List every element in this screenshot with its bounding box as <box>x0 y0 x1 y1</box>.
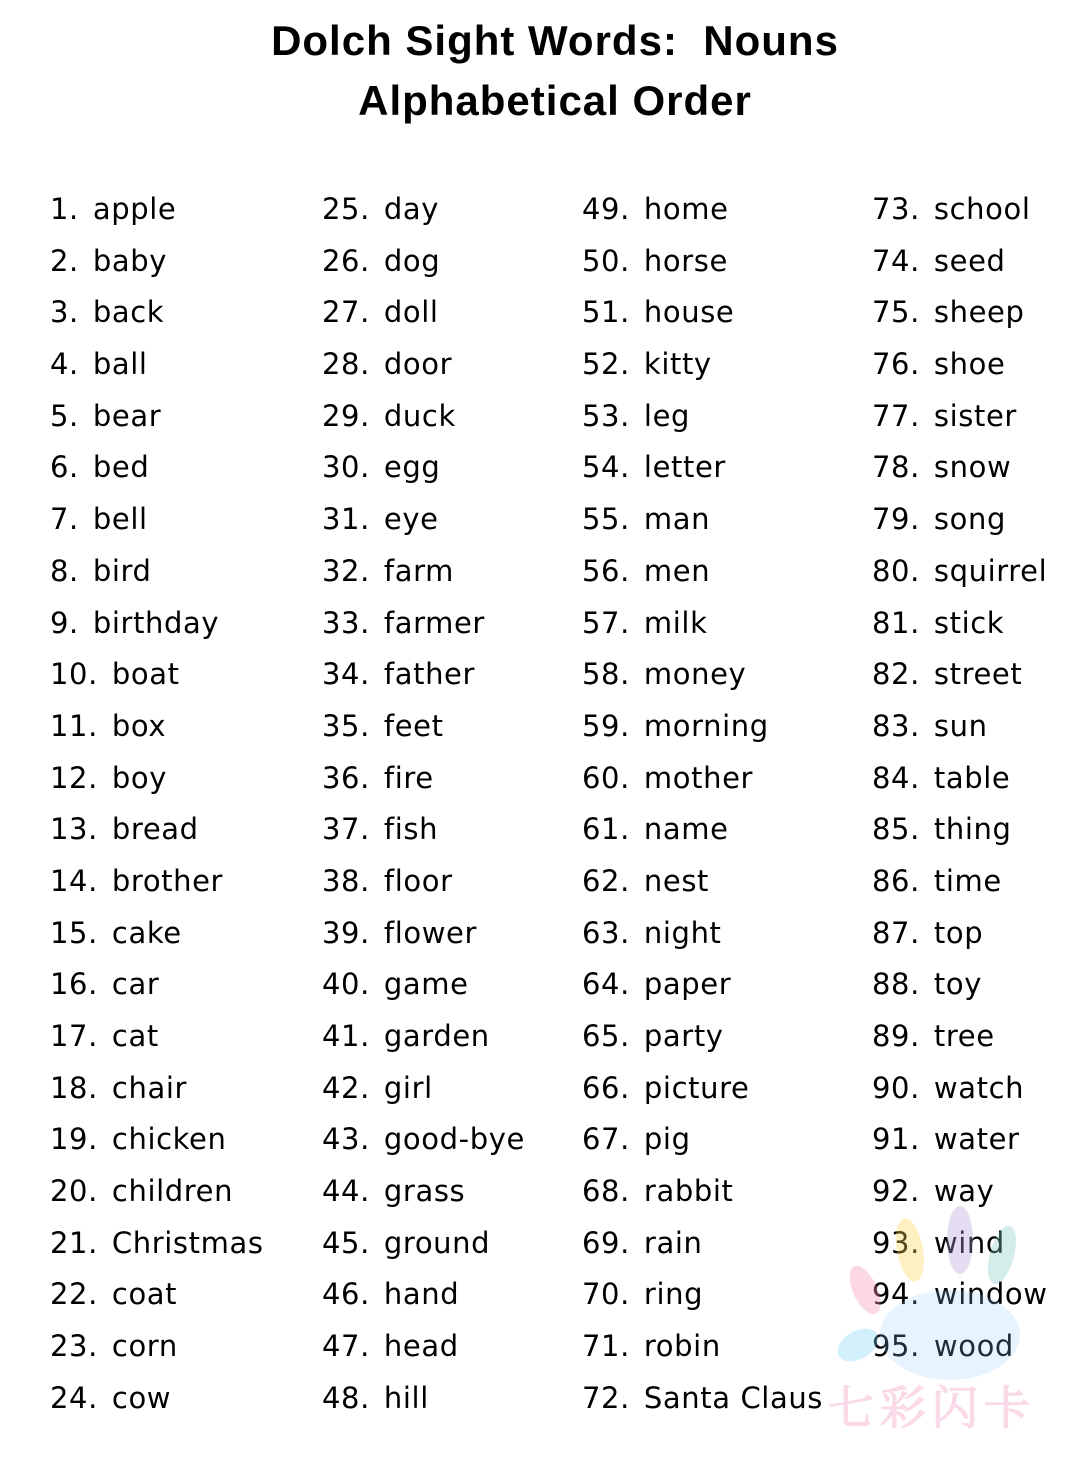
item-number: 51. <box>582 295 630 330</box>
item-word: party <box>643 1019 724 1053</box>
item-number: 73. <box>872 192 920 226</box>
word-list-item <box>322 602 525 654</box>
word-list-item <box>582 705 823 757</box>
item-word: doll <box>383 295 439 330</box>
item-number: 81. <box>872 605 920 640</box>
item-number: 70. <box>582 1277 630 1312</box>
item-word: water <box>933 1122 1020 1157</box>
item-number: 3. <box>50 295 79 330</box>
word-list-item <box>872 653 1048 705</box>
item-word: kitty <box>643 347 712 382</box>
word-list-item <box>872 705 1048 757</box>
word-list-item <box>582 653 823 705</box>
item-word: door <box>383 347 453 382</box>
word-list-item <box>582 550 823 602</box>
item-number: 68. <box>582 1174 630 1209</box>
word-list-item <box>582 860 823 912</box>
word-list-item <box>50 291 264 343</box>
item-number: 61. <box>582 812 630 847</box>
item-word: Christmas <box>111 1225 264 1260</box>
item-number: 83. <box>872 708 920 743</box>
item-word: coat <box>111 1277 178 1312</box>
word-list-item <box>50 1222 264 1274</box>
word-list-item <box>582 1222 823 1274</box>
item-number: 42. <box>322 1070 370 1105</box>
word-list-item <box>322 860 525 912</box>
item-number: 78. <box>872 450 920 485</box>
item-word: chair <box>111 1070 187 1105</box>
item-word: bear <box>92 398 162 433</box>
item-word: farm <box>383 553 454 588</box>
item-word: seed <box>933 243 1006 278</box>
word-list-item <box>322 550 525 602</box>
item-number: 66. <box>582 1070 630 1105</box>
word-list-item <box>322 498 525 550</box>
item-word: brother <box>111 863 224 898</box>
item-word: bread <box>111 812 199 847</box>
item-number: 29. <box>322 398 370 433</box>
word-column-3 <box>582 188 823 1429</box>
word-list-item <box>50 498 264 550</box>
item-number: 41. <box>322 1019 370 1053</box>
item-word: car <box>111 967 160 1002</box>
word-list-item <box>322 291 525 343</box>
item-word: boy <box>111 760 168 795</box>
item-word: floor <box>383 863 453 898</box>
item-word: ball <box>92 347 148 382</box>
word-list-item <box>322 446 525 498</box>
item-number: 54. <box>582 450 630 485</box>
item-number: 67. <box>582 1122 630 1157</box>
item-number: 63. <box>582 915 630 950</box>
item-number: 55. <box>582 502 630 537</box>
item-number: 44. <box>322 1174 370 1209</box>
item-word: snow <box>933 450 1012 485</box>
word-list-item <box>322 1325 525 1377</box>
item-number: 40. <box>322 967 370 1002</box>
item-word: cake <box>111 915 182 950</box>
word-list-item <box>872 498 1048 550</box>
item-word: farmer <box>383 605 485 640</box>
item-word: morning <box>643 708 769 743</box>
item-word: men <box>643 553 711 588</box>
item-word: table <box>933 760 1011 795</box>
item-word: home <box>643 192 729 226</box>
word-list-item <box>582 963 823 1015</box>
word-list-item <box>582 1377 823 1429</box>
item-number: 17. <box>50 1019 98 1053</box>
item-word: wind <box>933 1225 1005 1260</box>
item-number: 64. <box>582 967 630 1002</box>
item-word: garden <box>383 1019 490 1053</box>
item-word: street <box>933 657 1023 692</box>
word-list-item <box>322 808 525 860</box>
item-number: 79. <box>872 502 920 537</box>
item-number: 60. <box>582 760 630 795</box>
word-list-item <box>582 1067 823 1119</box>
word-list-item <box>322 757 525 809</box>
item-word: picture <box>643 1070 750 1105</box>
item-number: 35. <box>322 708 370 743</box>
item-word: hand <box>383 1277 460 1312</box>
word-list-item <box>50 912 264 964</box>
item-word: letter <box>643 450 726 485</box>
item-word: girl <box>383 1070 433 1105</box>
word-list-item <box>50 1170 264 1222</box>
item-word: grass <box>383 1174 466 1209</box>
item-word: father <box>383 657 476 692</box>
item-number: 95. <box>872 1329 920 1364</box>
item-number: 74. <box>872 243 920 278</box>
item-word: cow <box>111 1380 172 1415</box>
item-word: time <box>933 863 1002 898</box>
word-list-item <box>582 1325 823 1377</box>
word-list-item <box>322 963 525 1015</box>
word-list-item <box>582 757 823 809</box>
item-word: duck <box>383 398 456 433</box>
item-word: bird <box>92 553 152 588</box>
word-list-item <box>322 705 525 757</box>
word-list-item <box>872 808 1048 860</box>
word-list-item <box>582 808 823 860</box>
word-list-item <box>50 1015 264 1067</box>
item-number: 45. <box>322 1225 370 1260</box>
word-list-item <box>322 1222 525 1274</box>
item-number: 14. <box>50 863 98 898</box>
item-number: 84. <box>872 760 920 795</box>
item-word: box <box>111 708 167 743</box>
item-word: name <box>643 812 729 847</box>
item-word: fire <box>383 760 434 795</box>
word-list-item <box>582 1170 823 1222</box>
word-column-2 <box>322 188 525 1429</box>
item-number: 38. <box>322 863 370 898</box>
word-list-item <box>322 1015 525 1067</box>
word-list-item <box>582 446 823 498</box>
item-word: head <box>383 1329 459 1364</box>
item-word: good-bye <box>383 1122 525 1157</box>
item-word: leg <box>643 398 691 433</box>
word-list-item <box>872 1325 1048 1377</box>
item-number: 31. <box>322 502 370 537</box>
item-number: 19. <box>50 1122 98 1157</box>
item-word: way <box>933 1174 995 1209</box>
item-word: paper <box>643 967 732 1002</box>
item-word: corn <box>111 1329 178 1364</box>
item-word: tree <box>933 1019 995 1053</box>
item-word: watch <box>933 1070 1025 1105</box>
item-number: 22. <box>50 1277 98 1312</box>
item-number: 27. <box>322 295 370 330</box>
item-word: baby <box>92 243 168 278</box>
item-word: sister <box>933 398 1017 433</box>
word-list-item <box>50 1273 264 1325</box>
item-number: 28. <box>322 347 370 382</box>
item-number: 34. <box>322 657 370 692</box>
word-list-item <box>872 1170 1048 1222</box>
word-list-item <box>50 808 264 860</box>
item-word: sun <box>933 708 988 743</box>
item-number: 62. <box>582 863 630 898</box>
word-list-item <box>582 1015 823 1067</box>
item-number: 80. <box>872 553 920 588</box>
item-word: rabbit <box>643 1174 734 1209</box>
word-list-item <box>322 912 525 964</box>
item-number: 20. <box>50 1174 98 1209</box>
item-word: feet <box>383 708 444 743</box>
item-number: 58. <box>582 657 630 692</box>
item-word: flower <box>383 915 478 950</box>
word-list-item <box>872 912 1048 964</box>
item-number: 76. <box>872 347 920 382</box>
item-number: 11. <box>50 708 98 743</box>
item-number: 47. <box>322 1329 370 1364</box>
item-word: song <box>933 502 1006 537</box>
item-word: toy <box>933 967 982 1002</box>
item-word: stick <box>933 605 1005 640</box>
item-number: 50. <box>582 243 630 278</box>
item-number: 77. <box>872 398 920 433</box>
item-number: 9. <box>50 605 79 640</box>
item-word: sheep <box>933 295 1025 330</box>
word-list-item <box>50 240 264 292</box>
item-number: 26. <box>322 243 370 278</box>
word-list-item <box>322 1118 525 1170</box>
item-word: pig <box>643 1122 691 1157</box>
word-list-item <box>872 1222 1048 1274</box>
item-word: night <box>643 915 722 950</box>
item-number: 82. <box>872 657 920 692</box>
item-word: rain <box>643 1225 703 1260</box>
word-list-item <box>50 395 264 447</box>
item-number: 48. <box>322 1380 370 1415</box>
item-word: money <box>643 657 747 692</box>
word-list-item <box>582 188 823 240</box>
item-word: nest <box>643 863 710 898</box>
item-word: mother <box>643 760 754 795</box>
item-word: ground <box>383 1225 491 1260</box>
item-word: cat <box>111 1019 159 1053</box>
page-title: Dolch Sight Words: Nouns <box>271 17 839 64</box>
item-number: 53. <box>582 398 630 433</box>
word-list-item <box>582 343 823 395</box>
word-list-item <box>872 188 1048 240</box>
item-number: 32. <box>322 553 370 588</box>
word-list-item <box>50 860 264 912</box>
item-word: thing <box>933 812 1012 847</box>
item-word: game <box>383 967 469 1002</box>
item-number: 15. <box>50 915 98 950</box>
item-number: 75. <box>872 295 920 330</box>
word-list-item <box>50 188 264 240</box>
item-number: 33. <box>322 605 370 640</box>
word-list-item <box>322 188 525 240</box>
item-number: 16. <box>50 967 98 1002</box>
item-word: dog <box>383 243 441 278</box>
word-list-item <box>50 550 264 602</box>
item-word: ring <box>643 1277 704 1312</box>
word-list-item <box>50 1067 264 1119</box>
item-word: chicken <box>111 1122 227 1157</box>
item-number: 25. <box>322 192 370 226</box>
item-word: apple <box>92 192 177 226</box>
item-word: house <box>643 295 735 330</box>
item-number: 13. <box>50 812 98 847</box>
word-list-item <box>322 1377 525 1429</box>
item-number: 5. <box>50 398 79 433</box>
item-number: 90. <box>872 1070 920 1105</box>
item-number: 89. <box>872 1019 920 1053</box>
item-number: 4. <box>50 347 79 382</box>
word-list-item <box>50 446 264 498</box>
word-list-item <box>872 291 1048 343</box>
word-list-item <box>582 395 823 447</box>
item-number: 8. <box>50 553 79 588</box>
word-list-item <box>872 963 1048 1015</box>
item-number: 57. <box>582 605 630 640</box>
item-number: 92. <box>872 1174 920 1209</box>
word-list-item <box>582 1118 823 1170</box>
item-number: 65. <box>582 1019 630 1053</box>
item-number: 30. <box>322 450 370 485</box>
word-list-item <box>872 1118 1048 1170</box>
word-list-item <box>872 757 1048 809</box>
item-number: 88. <box>872 967 920 1002</box>
item-number: 69. <box>582 1225 630 1260</box>
item-word: Santa Claus <box>643 1380 824 1415</box>
item-number: 59. <box>582 708 630 743</box>
item-word: eye <box>383 502 439 537</box>
item-number: 24. <box>50 1380 98 1415</box>
word-list-item <box>872 550 1048 602</box>
item-number: 94. <box>872 1277 920 1312</box>
item-word: school <box>933 192 1031 226</box>
item-word: top <box>933 915 984 950</box>
word-list-item <box>50 1118 264 1170</box>
word-list-item <box>872 860 1048 912</box>
word-list-item <box>582 602 823 654</box>
item-word: shoe <box>933 347 1006 382</box>
word-list-item <box>322 1067 525 1119</box>
item-number: 6. <box>50 450 79 485</box>
item-number: 71. <box>582 1329 630 1364</box>
item-word: bed <box>92 450 150 485</box>
item-number: 1. <box>50 192 79 226</box>
item-number: 87. <box>872 915 920 950</box>
word-list-item <box>872 395 1048 447</box>
item-number: 43. <box>322 1122 370 1157</box>
word-list-item <box>322 653 525 705</box>
item-word: children <box>111 1174 234 1209</box>
item-word: robin <box>643 1329 721 1364</box>
word-list-item <box>872 1067 1048 1119</box>
item-word: fish <box>383 812 439 847</box>
word-list-item <box>322 1273 525 1325</box>
item-word: boat <box>111 657 180 692</box>
item-number: 2. <box>50 243 79 278</box>
item-word: hill <box>383 1380 429 1415</box>
item-number: 56. <box>582 553 630 588</box>
word-list-item <box>872 240 1048 292</box>
word-list-item <box>872 343 1048 395</box>
word-list-item <box>582 1273 823 1325</box>
word-list-item <box>322 395 525 447</box>
item-number: 36. <box>322 760 370 795</box>
item-number: 12. <box>50 760 98 795</box>
item-word: man <box>643 502 711 537</box>
word-column-4 <box>872 188 1048 1377</box>
item-word: milk <box>643 605 708 640</box>
item-number: 39. <box>322 915 370 950</box>
item-number: 86. <box>872 863 920 898</box>
page-subtitle: Alphabetical Order <box>358 77 752 124</box>
item-number: 85. <box>872 812 920 847</box>
word-list-item <box>872 1015 1048 1067</box>
item-number: 21. <box>50 1225 98 1260</box>
word-list-item <box>50 602 264 654</box>
item-number: 23. <box>50 1329 98 1364</box>
word-list-item <box>582 498 823 550</box>
item-number: 10. <box>50 657 98 692</box>
word-list-item <box>582 912 823 964</box>
watermark-text: 七彩闪卡 <box>828 1381 1036 1435</box>
item-number: 91. <box>872 1122 920 1157</box>
item-word: back <box>92 295 165 330</box>
word-list-item <box>582 291 823 343</box>
item-number: 37. <box>322 812 370 847</box>
item-number: 52. <box>582 347 630 382</box>
word-list-item <box>322 343 525 395</box>
word-list-item <box>872 602 1048 654</box>
word-list-item <box>50 1377 264 1429</box>
item-number: 18. <box>50 1070 98 1105</box>
item-number: 46. <box>322 1277 370 1312</box>
word-list-item <box>322 240 525 292</box>
item-word: egg <box>383 450 441 485</box>
item-number: 72. <box>582 1380 630 1415</box>
word-column-1 <box>50 188 264 1429</box>
item-word: squirrel <box>933 553 1048 588</box>
item-word: window <box>933 1277 1048 1312</box>
word-list-item <box>322 1170 525 1222</box>
item-number: 7. <box>50 502 79 537</box>
item-word: bell <box>92 502 148 537</box>
item-number: 93. <box>872 1225 920 1260</box>
item-word: day <box>383 192 440 226</box>
item-word: horse <box>643 243 728 278</box>
word-list-item <box>50 653 264 705</box>
word-list-item <box>50 1325 264 1377</box>
item-number: 49. <box>582 192 630 226</box>
word-list-item <box>582 240 823 292</box>
word-list-item <box>872 446 1048 498</box>
item-word: wood <box>933 1329 1014 1364</box>
word-list-item <box>50 757 264 809</box>
word-list-item <box>50 343 264 395</box>
word-list-item <box>872 1273 1048 1325</box>
word-list-item <box>50 963 264 1015</box>
item-word: birthday <box>92 605 220 640</box>
word-list-item <box>50 705 264 757</box>
